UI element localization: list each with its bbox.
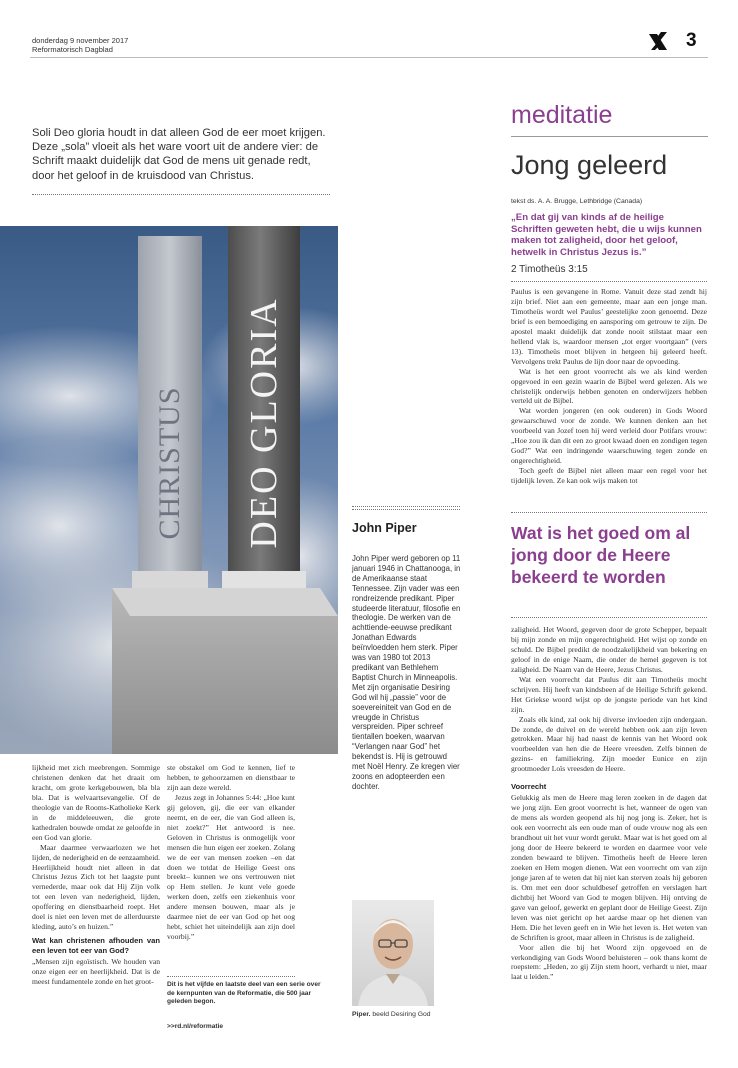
pillars-photo [0, 226, 338, 754]
pull-quote-divider [511, 617, 707, 618]
article-paragraph: Wat worden jongeren (en ook ouderen) in Gods Woord gewaarschuwd voor de zonde. We kunnen denken aan het voorbeeld van Jozef toen hij werd verleid door Potifars vrouw: „Hoe zou ik dan dit een zo groot kwaad doen en zondigen tegen God?” Wat een indringende waarschuwing tegen zonde en ongerechtigheid. [511, 406, 707, 466]
article-paragraph: ste obstakel om God te kennen, lief te hebben, te gehoorzamen en dienstbaar te zijn aan deze wereld. [167, 763, 295, 792]
intro-lead: Soli Deo gloria houdt in dat alleen God de eer moet krijgen. Deze „sola” vloeit als het ware voort uit de andere vier: de Schrift maakt duidelijk dat God de mens uit genade redt, door het geloof in de kruisdood van Christus. [32, 127, 326, 182]
sidebar-bio: John Piper werd geboren op 11 januari 1946 in Chattanooga, in de Amerikaanse staat Tennessee. Zijn vader was een rondreizende predikant. Piper studeerde literatuur, filosofie en theologie. De werken van de achttiende-eeuwse predikant Jonathan Edwards beïnvloedden hem sterk. Piper was van 1980 tot 2013 predikant van Bethlehem Baptist Church in Minneapolis. Met zijn organisatie Desiring God wil hij „passie” voor de soevereiniteit van God en de vreugde in Christus verspreiden. Piper schreef tientallen boeken, waarvan “Verlangen naar God” het bekendst is. Hij is getrouwd met Noël Henry. Ze kregen vier zoons en adopteerden een dochter. [352, 554, 461, 791]
meditatie-body-top [511, 287, 707, 486]
article-paragraph: Jezus zegt in Johannes 5:44: „Hoe kunt gij geloven, gij, die eer van elkander neemt, en de eer, die van God alleen is, niet zoekt?” Het antwoord is nee. Geloven in Christus is onmogelijk voor mensen die hun eigen eer zoeken. Zolang we de eer van mensen zoeken –en dat doen we totdat de Heilige Geest ons breekt– kunnen we ons vertrouwen niet op Hem stellen. Je kunt vele goede werken doen, zelfs een ziekenhuis voor andere mensen bouwen, maar als je daarmee niet de eer van God op het oog hebt, schiet het uiteindelijk aan zijn doel voorbij.” [167, 792, 295, 942]
meditatie-body-bottom [511, 625, 707, 982]
sidebar-name: John Piper [352, 521, 417, 535]
piper-portrait [352, 900, 434, 1006]
article-paragraph: Zoals elk kind, zal ook hij diverse invloeden zijn ondergaan. De zonde, de duivel en de wereld hebben ook aan zijn leven getrokken. Maar hij had naast de kennis van het Woord ook voorbeelden van hen die de Heere vreesden. Zelfs binnen de gezins- en familiekring. Zijn moeder Eunice en zijn grootmoeder Loïs vreesden de Heere. [511, 714, 707, 774]
article-column-2 [167, 763, 295, 942]
sidebar-divider [352, 509, 460, 510]
article-column-1 [32, 763, 160, 987]
section-divider [511, 136, 708, 137]
byline: tekst ds. A. A. Brugge, Lethbridge (Canada) [511, 198, 643, 205]
pull-quote: Wat is het goed om al jong door de Heere bekeerd te worden [511, 523, 691, 587]
article-paragraph: Paulus is een gevangene in Rome. Vanuit deze stad zendt hij zijn brief. Niet aan een gemeente, maar aan een jonge man. Timotheüs wordt wel Paulus’ geestelijke zoon genoemd. Deze brief is een bemoediging en aansporing om getrouw te zijn. De apostel maakt duidelijk dat zonde nooit stilstaat maar een hellend vlak is, waardoor mensen „tot erger voortgaan” (vers 13). Timotheüs moet blijven in hetgeen hij geleerd heeft. Vervolgens trekt Paulus de lijn door naar de opvoeding. [511, 287, 707, 366]
intro-divider [32, 194, 330, 195]
bible-reference: 2 Timotheüs 3:15 [511, 264, 588, 275]
pillar-right-label-wrap [236, 297, 292, 549]
quote-divider [511, 281, 707, 282]
article-paragraph: Toch geeft de Bijbel niet alleen maar een regel voor het tijdelijk leven. Ze kan ook wijs maken tot [511, 466, 707, 486]
portrait-caption-bold: Piper. [352, 1011, 371, 1018]
pull-quote-divider [511, 512, 707, 513]
article-paragraph: lijkheid met zich meebrengen. Sommige christenen denken dat het draait om kracht, om grote kerkgebouwen, bla bla bla. Dat is welvaartsevangelie. Of de theologie van de Rooms-Katholieke Kerk in de middeleeuwen, die grote kathedralen bouwde omdat ze geloofde in een God van glorie. [32, 763, 160, 842]
series-note: Dit is het vijfde en laatste deel van een serie over de kernpunten van de Reformatie, die 500 jaar geleden begon. [167, 981, 321, 1006]
header-divider [30, 57, 708, 58]
header-date: donderdag 9 november 2017 Reformatorisch Dagblad [32, 36, 129, 54]
article-paragraph: Wat is het een groot voorrecht als we als kind werden opgevoed in een gezin waarin de Bijbel werd gelezen. Als we christelijk onderwijs hebben genoten en onderwijzers hebben verteld uit de Bijbel. [511, 366, 707, 406]
article-subheading: Voorrecht [511, 782, 547, 792]
article-paragraph: Wat een voorrecht dat Paulus dit aan Timotheüs mocht schrijven. Hij heeft van kindsbeen af de Heilige Schrift gekend. Het Griekse woord wijst op de jongste periode van het kind zijn. [511, 674, 707, 714]
article-paragraph: Voor allen die bij het Woord zijn opgevoed en de verkondiging van Gods Woord beluisteren – ook thans komt de roepstem: „Heden, zo gij Zijn stem hoort, verhardt u niet, maar laat u leiden.” [511, 942, 707, 982]
article-paragraph: „Mensen zijn egoïstisch. We houden van onze eigen eer en heerlijkheid. Dat is de meest fundamentele zonde en het groot- [32, 957, 160, 987]
pillar-right-text: DEO GLORIA [243, 297, 285, 549]
sidebar-divider [352, 506, 460, 507]
pillar-left-text: CHRISTUS [153, 386, 186, 540]
article-title: Jong geleerd [511, 150, 668, 180]
header-paper: Reformatorisch Dagblad [32, 45, 113, 54]
page-number: 3 [686, 30, 697, 51]
article-subheading: Wat kan christenen afhouden van een leven tot eer van God? [32, 936, 160, 956]
article-paragraph: zaligheid. Het Woord, gegeven door de grote Schepper, bepaalt bij mijn zonde en mijn ongerechtigheid. Het wijst op zonde en schuld. De Bijbel predikt de noodzakelijkheid van bekering en geloof in de enige Naam, die onder de hemel gegeven is tot zaligheid. De Naam van de Heere, Jezus Christus. [511, 625, 707, 674]
bible-quote: „En dat gij van kinds af de heilige Schriften geweten hebt, die u wijs kunnen maken tot zaligheid, door het geloof, hetwelk in Christus Jezus is.” [511, 212, 702, 258]
pillar-left-label-wrap [146, 386, 194, 540]
article-paragraph: Gelukkig als men de Heere mag leren zoeken in de dagen dat we jong zijn. Een groot voorrecht is het, wanneer de ogen van de mens als worden geopend als hij nog jong is. Zeker, het is ook een voorrecht als een oude man of oude vrouw nog als een brandhout uit het vuur wordt gerukt. Maar wat is het goed om al jong door de Heere bekeerd te worden en daarmee voor vele zonden bewaard te blijven. Timotheüs heeft de Heere leren zoeken en Hem mogen dienen. Wat een voorrecht om van zijn jonge jaren af te weten dat hij niet kan sterven zoals hij geboren is. Om met een door schuldbesef getroffen en verslagen hart dichtbij het Woord van God te mogen blijven. Hij ontving de gave van geloof, gewerkt en geplant door de Heilige Geest. Zijn leven was niet gericht op het aardse maar op het dienen van Hem. Die het leven geeft en in Wie het leven is. Het weten van de Schriften is groot, maar alleen in Christus is de zaligheid. [511, 793, 707, 942]
series-link[interactable]: >>rd.nl/reformatie [167, 1023, 224, 1030]
portrait-caption [352, 1011, 462, 1020]
portrait-caption-text: beeld Desiring God [370, 1011, 431, 1018]
article-paragraph: Maar daarmee verwaarlozen we het lijden, de nederigheid en de eenzaamheid. Heerlijkheid houdt niet alleen in dat Christus Jezus Zich tot het laagste punt vernederde, maar ook dat Hij Zijn volk tot een leven van nederigheid, lijden, opoffering en dienstbaarheid roept. Het doel is niet een leven met de allerduurste kleding, auto’s en huizen.” [32, 842, 160, 932]
section-label: meditatie [511, 101, 613, 129]
rd-logo-icon [647, 30, 669, 52]
series-divider [167, 976, 295, 977]
